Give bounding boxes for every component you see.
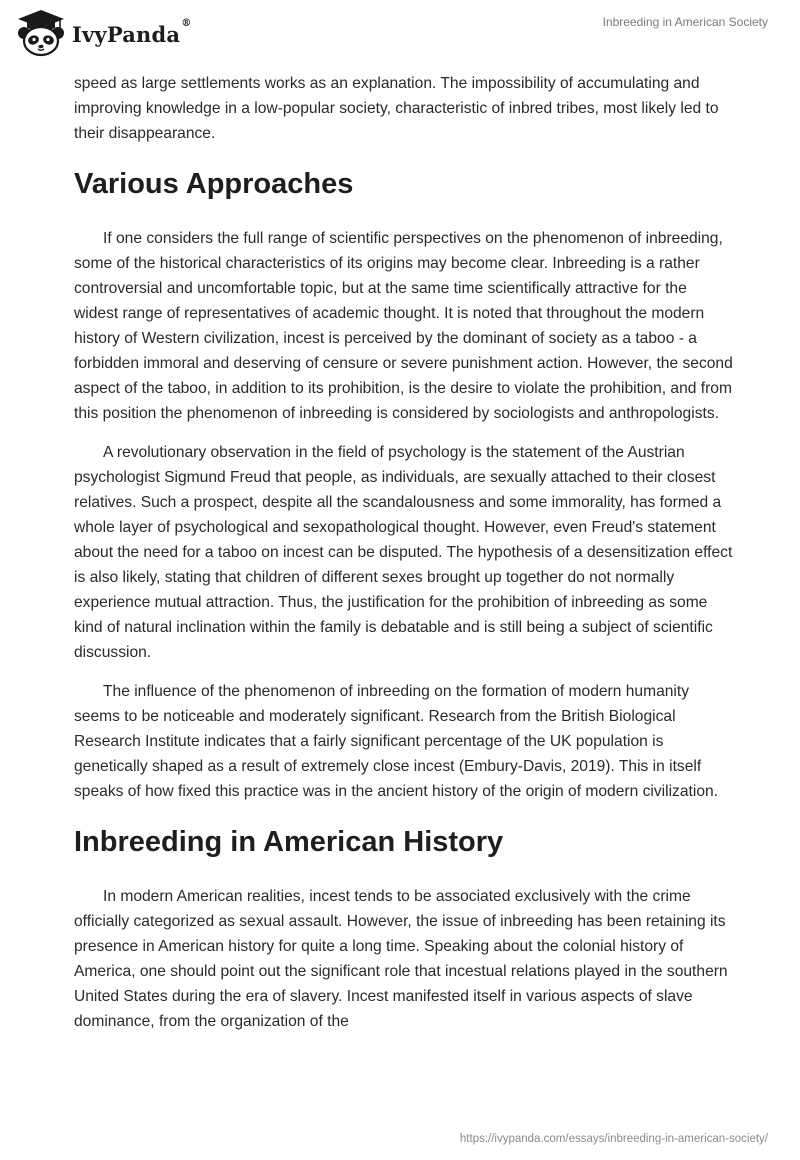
paragraph-1: If one considers the full range of scientific perspectives on the phenomenon of inbreeding, some of the historical characteristics of its origins may become clear. Inbreeding is a rather controversial and uncomfortable topic, but at the same time scientifically attractive for the widest range of representatives of academic thought. It is noted that throughout the modern history of Western civilization, incest is perceived by the dominant of society as a taboo - a forbidden immoral and deserving of censure or severe punishment action. However, the second aspect of the taboo, in addition to its prohibition, is the desire to violate the prohibition, and from this position the phenomenon of inbreeding is considered by sociologists and anthropologists. <box>74 230 733 422</box>
paragraph-3: The influence of the phenomenon of inbreeding on the formation of modern humanity seems to be noticeable and moderately significant. Research from the British Biological Research Institute indicates that a fairly significant percentage of the UK population is genetically shaped as a result of extremely close incest (Embury-Davis, 2019). This in itself speaks of how fixed this practice was in the ancient history of the origin of modern civilization. <box>74 683 718 800</box>
ivypanda-logo[interactable] <box>14 8 191 58</box>
section-heading-various-approaches: Various Approaches <box>74 168 354 200</box>
paragraph-2: A revolutionary observation in the field of psychology is the statement of the Austrian psychologist Sigmund Freud that people, as individuals, are sexually attached to their closest relatives. Such a prospect, despite all the scandalousness and some immorality, has formed a whole layer of psychological and sexopathological thought. However, even Freud's statement about the need for a taboo on incest can be disputed. The hypothesis of a desensitization effect is also likely, stating that children of different sexes brought up together do not normally experience mutual attraction. Thus, the justification for the prohibition of inbreeding as some kind of natural inclination within the family is debatable and is still being a subject of scientific discussion. <box>74 444 733 661</box>
paragraph-4: In modern American realities, incest tends to be associated exclusively with the crime officially categorized as sexual assault. However, the issue of inbreeding has been retaining its presence in American history for quite a long time. Speaking about the colonial history of America, one should point out the significant role that incestual relations played in the southern United States during the era of slavery. Incest manifested itself in various aspects of slave dominance, from the organization of the <box>74 888 728 1030</box>
registered-mark: ® <box>181 17 192 29</box>
panda-graduate-icon <box>14 8 68 58</box>
source-url[interactable]: https://ivypanda.com/essays/inbreeding-in-american-society/ <box>459 1133 768 1145</box>
paragraph-intro: speed as large settlements works as an explanation. The impossibility of accumulating and improving knowledge in a low-popular society, characteristic of inbred tribes, most likely led to their disappearance. <box>74 75 719 142</box>
essay-content <box>74 71 734 1048</box>
section-heading-american-history: Inbreeding in American History <box>74 826 504 858</box>
page-header <box>0 0 800 64</box>
running-title: Inbreeding in American Society <box>602 15 768 29</box>
brand-name: IvyPanda® <box>72 17 192 47</box>
